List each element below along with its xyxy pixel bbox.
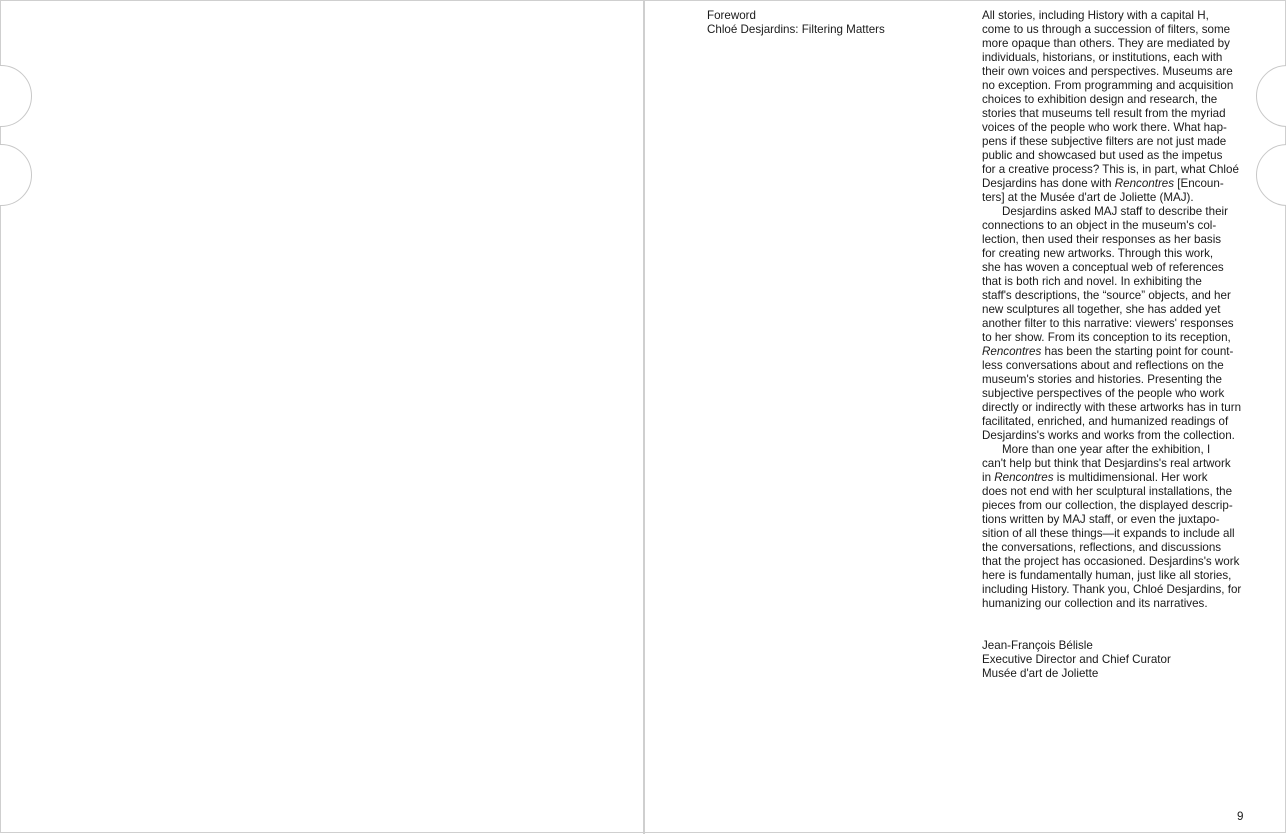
body-line: choices to exhibition design and research, the <box>982 93 1218 106</box>
body-line: Desjardins's works and works from the collection. <box>982 429 1235 442</box>
signatory-institution: Musée d'art de Joliette <box>982 667 1099 680</box>
body-line: More than one year after the exhibition, I <box>1002 443 1211 456</box>
body-line: pens if these subjective filters are not just made <box>982 135 1227 148</box>
binder-hole-left-top <box>0 65 32 127</box>
foreword-body <box>982 9 1250 611</box>
binder-hole-right-bottom <box>1256 144 1286 206</box>
body-line: their own voices and perspectives. Museums are <box>982 65 1233 78</box>
body-line: subjective perspectives of the people who work <box>982 387 1225 400</box>
body-line: public and showcased but used as the impetus <box>982 149 1223 162</box>
body-line: museum's stories and histories. Presenting the <box>982 373 1222 386</box>
work-title: Rencontres <box>1114 177 1175 190</box>
body-text-run: has been the starting point for count- <box>1041 345 1234 358</box>
body-line: here is fundamentally human, just like all stories, <box>982 569 1232 582</box>
body-line <box>982 177 1250 191</box>
binder-hole-right-top <box>1256 65 1286 127</box>
body-line: no exception. From programming and acquisition <box>982 79 1234 92</box>
body-line: another filter to this narrative: viewers' responses <box>982 317 1234 330</box>
body-line: can't help but think that Desjardins's real artwork <box>982 457 1231 470</box>
body-line <box>982 471 1250 485</box>
body-line: facilitated, enriched, and humanized readings of <box>982 415 1229 428</box>
body-line: come to us through a succession of filters, some <box>982 23 1231 36</box>
body-line: lection, then used their responses as her basis <box>982 233 1222 246</box>
body-line: the conversations, reflections, and discussions <box>982 541 1222 554</box>
body-line: to her show. From its conception to its reception, <box>982 331 1231 344</box>
body-line: ters] at the Musée d'art de Joliette (MAJ). <box>982 191 1194 204</box>
body-line: more opaque than others. They are mediated by <box>982 37 1230 50</box>
binder-hole-left-bottom <box>0 144 32 206</box>
body-line: humanizing our collection and its narratives. <box>982 597 1208 610</box>
body-line: less conversations about and reflections on the <box>982 359 1224 372</box>
body-line: Desjardins asked MAJ staff to describe their <box>1002 205 1228 218</box>
signatory-name: Jean-François Bélisle <box>982 639 1093 652</box>
body-line: for creating new artworks. Through this work, <box>982 247 1214 260</box>
body-line: for a creative process? This is, in part, what Chloé <box>982 163 1239 176</box>
body-text-run: Desjardins has done with <box>982 177 1115 190</box>
signature-block <box>982 639 1171 681</box>
body-line: sition of all these things—it expands to include all <box>982 527 1235 540</box>
body-line: she has woven a conceptual web of references <box>982 261 1224 274</box>
body-text-run: [Encoun- <box>1174 177 1224 190</box>
running-header <box>707 9 967 37</box>
body-line: does not end with her sculptural installations, the <box>982 485 1233 498</box>
page-number: 9 <box>1237 810 1244 823</box>
work-title: Rencontres <box>994 471 1054 484</box>
body-text-run: in <box>982 471 995 484</box>
chapter-title: Chloé Desjardins: Filtering Matters <box>707 23 885 36</box>
body-line: stories that museums tell result from the myriad <box>982 107 1226 120</box>
signatory-role: Executive Director and Chief Curator <box>982 653 1171 666</box>
body-line: new sculptures all together, she has added yet <box>982 303 1221 316</box>
work-title: Rencontres <box>982 345 1042 358</box>
body-line: voices of the people who work there. What hap- <box>982 121 1227 134</box>
section-label: Foreword <box>707 9 756 22</box>
body-line: directly or indirectly with these artworks has in turn <box>982 401 1242 414</box>
body-line: connections to an object in the museum's col- <box>982 219 1217 232</box>
body-line <box>982 345 1250 359</box>
body-line: that the project has occasioned. Desjardins's work <box>982 555 1240 568</box>
body-line: pieces from our collection, the displayed descrip- <box>982 499 1233 512</box>
body-line: that is both rich and novel. In exhibiting the <box>982 275 1202 288</box>
body-line: staff's descriptions, the “source” objects, and her <box>982 289 1231 302</box>
page-gutter <box>643 1 645 834</box>
body-line: individuals, historians, or institutions, each with <box>982 51 1223 64</box>
body-line: All stories, including History with a capital H, <box>982 9 1209 22</box>
body-line: tions written by MAJ staff, or even the juxtapo- <box>982 513 1220 526</box>
body-text-run: is multidimensional. Her work <box>1053 471 1208 484</box>
body-line: including History. Thank you, Chloé Desjardins, for <box>982 583 1242 596</box>
